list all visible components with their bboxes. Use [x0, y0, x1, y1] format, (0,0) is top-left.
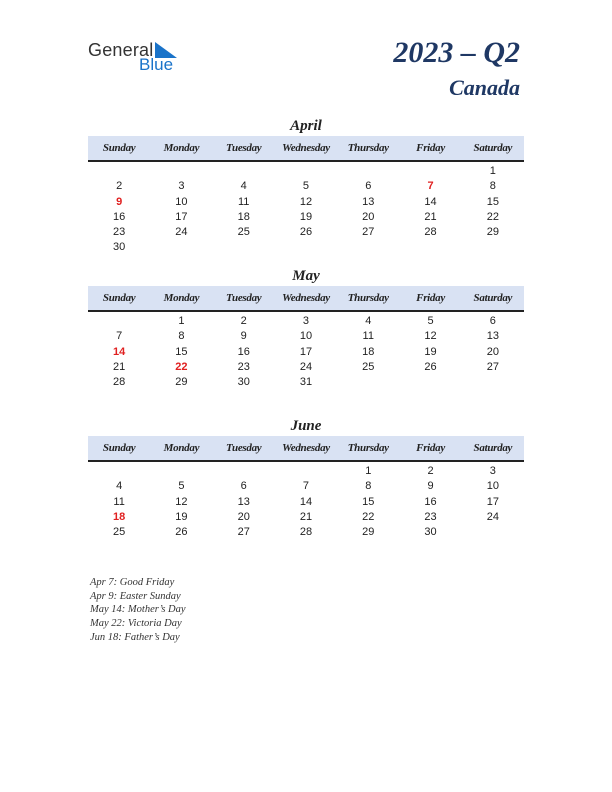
empty-cell [275, 164, 337, 179]
day-cell: 2 [116, 180, 123, 193]
weekday-label-wednesday: Wednesday [282, 292, 330, 304]
empty-cell [150, 164, 212, 179]
weekday-label-tuesday: Tuesday [226, 142, 262, 154]
week-row [88, 510, 524, 525]
empty-cell [275, 464, 337, 479]
weekday-header [88, 286, 524, 312]
month-grid [88, 462, 524, 540]
day-cell: 21 [113, 360, 126, 373]
week-row [88, 464, 524, 479]
week-row [88, 525, 524, 540]
day-cell: 24 [175, 226, 188, 239]
day-cell: 14 [113, 345, 126, 358]
day-cell: 6 [240, 480, 247, 493]
empty-cell [88, 164, 150, 179]
day-cell: 29 [175, 376, 188, 389]
day-cell: 11 [113, 495, 125, 508]
weekday-label-sunday: Sunday [102, 292, 136, 304]
day-cell: 19 [175, 510, 188, 523]
day-cell: 9 [427, 480, 434, 493]
day-cell: 21 [299, 510, 313, 523]
day-cell: 14 [299, 495, 313, 508]
weekday-label-saturday: Saturday [473, 442, 513, 454]
day-cell: 25 [237, 226, 250, 239]
day-cell: 13 [362, 195, 375, 208]
empty-cell [399, 240, 461, 255]
day-cell: 16 [424, 495, 437, 508]
day-cell: 25 [113, 526, 126, 539]
weekday-label-monday: Monday [163, 442, 200, 454]
holiday-item: Jun 18: Father’s Day [90, 631, 180, 643]
day-cell: 27 [486, 360, 499, 373]
day-cell: 4 [365, 315, 372, 327]
day-cell: 15 [362, 495, 375, 508]
day-cell: 26 [299, 226, 313, 239]
day-cell: 1 [489, 165, 496, 177]
week-row [88, 329, 524, 344]
day-cell: 4 [116, 480, 123, 493]
logo-text-blue: Blue [139, 55, 174, 74]
day-cell: 16 [113, 210, 126, 223]
day-cell: 12 [424, 330, 437, 343]
day-cell: 6 [365, 180, 372, 193]
day-cell: 27 [237, 526, 250, 539]
day-cell: 19 [424, 345, 437, 358]
empty-cell [150, 240, 212, 255]
day-cell: 9 [116, 195, 123, 208]
day-cell: 11 [237, 195, 250, 208]
day-cell: 11 [362, 330, 374, 343]
week-row [88, 479, 524, 494]
day-cell: 18 [237, 210, 250, 223]
week-row [88, 495, 524, 510]
empty-cell [88, 464, 150, 479]
week-row [88, 345, 524, 360]
day-cell: 5 [427, 315, 434, 327]
week-row [88, 360, 524, 375]
weekday-label-wednesday: Wednesday [282, 142, 330, 154]
day-cell: 23 [113, 226, 126, 239]
page-title: 2023 – Q2 [393, 36, 520, 69]
month-grid [88, 312, 524, 390]
day-cell: 1 [365, 465, 372, 477]
weekday-label-thursday: Thursday [347, 292, 389, 304]
week-row [88, 179, 524, 194]
empty-cell [88, 314, 150, 329]
month-title: May [292, 268, 320, 284]
day-cell: 30 [424, 526, 437, 539]
day-cell: 10 [486, 480, 499, 493]
page-subtitle: Canada [449, 75, 520, 100]
weekday-label-saturday: Saturday [473, 142, 513, 154]
day-cell: 29 [486, 226, 499, 239]
day-cell: 5 [178, 480, 185, 493]
empty-cell [213, 164, 275, 179]
day-cell: 29 [362, 526, 375, 539]
day-cell: 30 [237, 376, 250, 389]
day-cell: 4 [240, 180, 247, 193]
holiday-item: Apr 9: Easter Sunday [90, 590, 181, 602]
day-cell: 8 [365, 480, 372, 493]
day-cell: 3 [178, 180, 185, 193]
logo-text-general: General [88, 40, 154, 60]
week-row [88, 314, 524, 329]
day-cell: 24 [486, 510, 499, 523]
empty-cell [462, 525, 524, 540]
weekday-label-thursday: Thursday [347, 442, 389, 454]
day-cell: 14 [424, 195, 437, 208]
holiday-list [90, 576, 186, 645]
day-cell: 28 [299, 526, 313, 539]
day-cell: 31 [299, 376, 313, 389]
week-row [88, 164, 524, 179]
weekday-label-monday: Monday [163, 142, 200, 154]
day-cell: 8 [489, 180, 496, 193]
empty-cell [337, 164, 399, 179]
empty-cell [337, 375, 399, 390]
day-cell: 18 [113, 510, 126, 523]
weekday-label-friday: Friday [416, 292, 445, 304]
day-cell: 18 [362, 345, 375, 358]
empty-cell [213, 240, 275, 255]
empty-cell [150, 464, 212, 479]
weekday-header [88, 436, 524, 462]
holiday-item: May 22: Victoria Day [90, 618, 182, 630]
holiday-item: Apr 7: Good Friday [90, 577, 175, 588]
empty-cell [275, 240, 337, 255]
day-cell: 22 [175, 360, 188, 373]
month-title: June [290, 418, 322, 434]
day-cell: 21 [424, 210, 437, 223]
day-cell: 26 [175, 526, 188, 539]
weekday-label-sunday: Sunday [102, 442, 136, 454]
day-cell: 6 [489, 315, 496, 327]
day-cell: 5 [302, 180, 310, 193]
day-cell: 19 [299, 210, 313, 223]
month-april [88, 116, 524, 256]
week-row [88, 195, 524, 210]
empty-cell [213, 464, 275, 479]
day-cell: 13 [237, 495, 250, 508]
day-cell: 20 [237, 510, 250, 523]
day-cell: 10 [175, 195, 188, 208]
day-cell: 17 [175, 210, 188, 223]
day-cell: 26 [424, 360, 437, 373]
day-cell: 30 [113, 241, 126, 254]
week-row [88, 225, 524, 240]
day-cell: 13 [486, 330, 499, 343]
month-grid [88, 162, 524, 256]
day-cell: 12 [299, 195, 313, 208]
day-cell: 3 [302, 315, 310, 327]
weekday-label-tuesday: Tuesday [226, 292, 262, 304]
day-cell: 7 [116, 330, 123, 343]
week-row [88, 240, 524, 255]
day-cell: 12 [175, 495, 188, 508]
holiday-item: May 14: Mother’s Day [90, 604, 186, 616]
weekday-label-friday: Friday [416, 442, 445, 454]
weekday-label-friday: Friday [416, 142, 445, 154]
brand-logo [88, 40, 198, 76]
empty-cell [399, 375, 461, 390]
weekday-label-saturday: Saturday [473, 292, 513, 304]
day-cell: 24 [299, 360, 313, 373]
weekday-label-wednesday: Wednesday [282, 442, 330, 454]
month-june [88, 416, 524, 540]
day-cell: 8 [178, 330, 185, 343]
month-may [88, 266, 524, 390]
day-cell: 17 [299, 345, 313, 358]
day-cell: 7 [427, 180, 434, 193]
day-cell: 15 [175, 345, 188, 358]
weekday-label-monday: Monday [163, 292, 200, 304]
day-cell: 3 [489, 465, 496, 477]
empty-cell [462, 375, 524, 390]
day-cell: 9 [240, 330, 247, 343]
weekday-label-tuesday: Tuesday [226, 442, 262, 454]
week-row [88, 210, 524, 225]
day-cell: 20 [362, 210, 375, 223]
day-cell: 23 [424, 510, 437, 523]
day-cell: 1 [178, 315, 185, 327]
weekday-label-thursday: Thursday [347, 142, 389, 154]
day-cell: 7 [302, 480, 310, 493]
day-cell: 2 [240, 315, 247, 327]
day-cell: 20 [486, 345, 499, 358]
weekday-header [88, 136, 524, 162]
empty-cell [399, 164, 461, 179]
day-cell: 23 [237, 360, 250, 373]
day-cell: 22 [362, 510, 375, 523]
weekday-label-sunday: Sunday [102, 142, 136, 154]
empty-cell [337, 240, 399, 255]
week-row [88, 375, 524, 390]
day-cell: 17 [486, 495, 499, 508]
day-cell: 25 [362, 360, 375, 373]
month-title: April [290, 118, 322, 134]
day-cell: 27 [362, 226, 375, 239]
day-cell: 16 [237, 345, 250, 358]
empty-cell [462, 240, 524, 255]
day-cell: 10 [299, 330, 313, 343]
day-cell: 15 [486, 195, 499, 208]
day-cell: 28 [113, 376, 126, 389]
day-cell: 22 [486, 210, 499, 223]
day-cell: 28 [424, 226, 437, 239]
day-cell: 2 [427, 465, 434, 477]
